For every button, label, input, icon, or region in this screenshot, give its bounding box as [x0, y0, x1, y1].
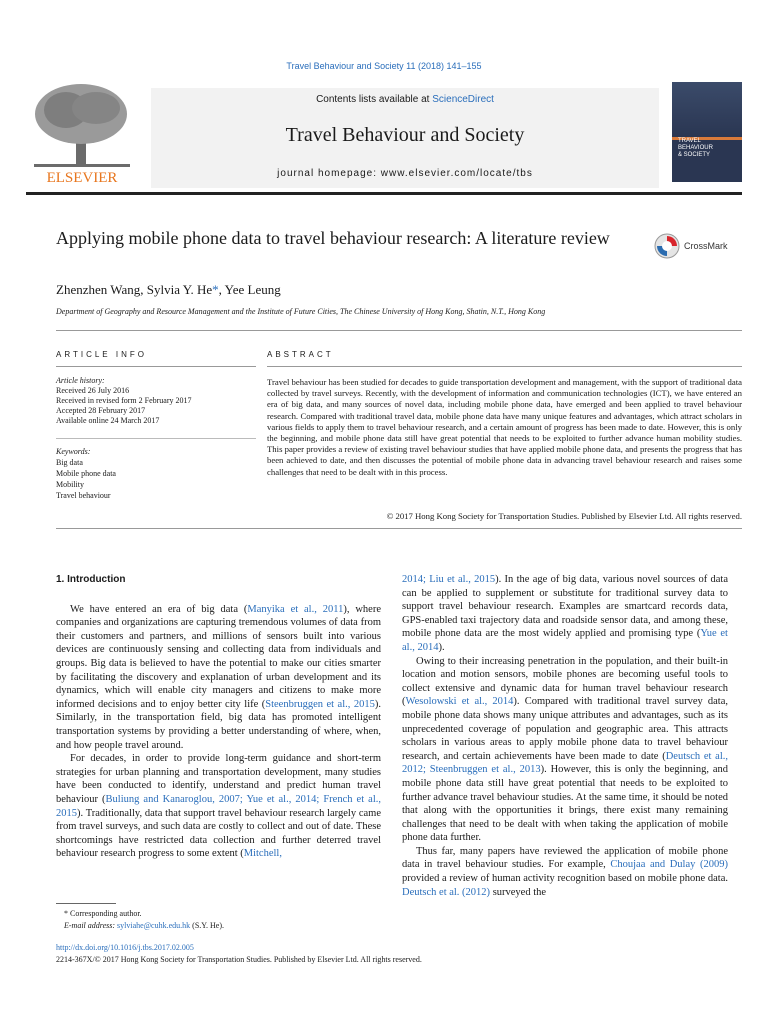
crossmark-badge[interactable]	[654, 233, 728, 259]
citation-link[interactable]: Deutsch et al. (2012)	[402, 886, 491, 898]
footnote	[56, 908, 224, 932]
author-list	[56, 282, 281, 298]
footnote-mark: *	[64, 909, 68, 918]
affiliation: Department of Geography and Resource Management and the Institute of Future Cities, The Chinese University of Hong Kong, Shatin, N.T., Hong Kong	[56, 307, 546, 316]
text-run: provided a review of human activity recognition based on mobile phone data.	[402, 873, 728, 885]
citation-link[interactable]: Mitchell,	[243, 848, 282, 860]
doi-block	[56, 942, 422, 966]
article-info-heading: ARTICLE INFO	[56, 350, 147, 359]
footnote-label: Corresponding author.	[68, 909, 142, 918]
paragraph	[402, 655, 728, 845]
history-item: Received 26 July 2016	[56, 386, 130, 395]
citation-link[interactable]: Yue et al., 2014	[402, 628, 728, 653]
citation-link[interactable]: Steenbruggen et al., 2015	[265, 698, 375, 710]
text-run: For decades, in order to provide long-term guidance and short-term strategies for urban planning and transportation development, many studies have been conducted to identify, understand and predict human travel behaviour (	[56, 753, 381, 805]
keyword: Mobile phone data	[56, 469, 116, 478]
keywords	[56, 446, 256, 501]
abstract-text: Travel behaviour has been studied for decades to guide transportation development and management, with the support of traditional data collected by travel surveys. Recently, with the development of information and communication technologies (ICT), we have entered an era of big data, and many sources of novel data, including mobile phone data, have emerged and been applied to travel behaviour research. Compared with traditional travel data, mobile phone data have many unique features and advantages, which attract scholars in various fields to apply them to travel behaviour research, and a certain amount of progress has been made to date. However, this is only the beginning, and mobile phone data still have great potential that needs to be exploited to further advance human mobility studies. This paper provides a review of existing travel behaviour studies that have applied mobile phone data, and presents the progress that has been achieved to date, and then discusses the potential of mobile phone data in advancing travel behaviour research and raises some challenges that need to be dealt with in this process.	[267, 377, 742, 477]
citation-link[interactable]: 2014; Liu et al., 2015	[402, 574, 496, 585]
journal-title: Travel Behaviour and Society	[285, 124, 525, 146]
corresponding-author-mark[interactable]: *	[212, 282, 219, 297]
contents-line	[151, 94, 659, 105]
text-run: ), where companies and organizations are capturing tremendous volumes of data from their customers and partners, and millions of sensors built into various devices are continuously sensing and collecting data from individuals and groups. Big data is believed to have the potential to make our cities smarter by facilitating the discovery and explanation of urban development and its dynamics, which will enable city managers and citizens to make more informed decisions and to enjoy better city life (	[56, 603, 381, 710]
elsevier-wordmark: ELSEVIER	[46, 170, 118, 186]
paragraph	[56, 603, 381, 753]
paragraph	[402, 845, 728, 899]
keyword: Travel behaviour	[56, 491, 111, 500]
footnote-rule	[56, 903, 116, 904]
authors-names: Zhenzhen Wang, Sylvia Y. He	[56, 282, 213, 297]
contents-prefix: Contents lists available at	[316, 94, 433, 105]
sciencedirect-link[interactable]: ScienceDirect	[432, 94, 494, 105]
citation-link[interactable]: Choujaa and Dulay (2009)	[610, 859, 728, 871]
text-run: surveyed the	[490, 886, 547, 898]
paragraph	[402, 573, 728, 655]
abstract-copyright: © 2017 Hong Kong Society for Transportation Studies. Published by Elsevier Ltd. All rights reserved.	[386, 511, 742, 521]
citation-link[interactable]: Wesolowski et al., 2014	[405, 696, 514, 708]
keyword: Big data	[56, 458, 83, 467]
body-column-right	[402, 573, 728, 899]
journal-masthead	[26, 80, 742, 188]
divider	[56, 330, 742, 331]
text-run: Thus far, many papers have reviewed the application of mobile phone data in travel behaviour studies. For example,	[402, 845, 728, 871]
elsevier-tree-icon	[26, 80, 138, 188]
text-run: Owing to their increasing penetration in the population, and their built-in location and motion sensors, mobile phones are becoming useful tools to collect extensive and dynamic data for human travel behaviour research (	[402, 655, 728, 708]
history-label: Article history:	[56, 376, 105, 385]
text-run: ).	[438, 641, 445, 653]
history-item: Accepted 28 February 2017	[56, 406, 146, 415]
homepage-prefix: journal homepage:	[277, 168, 381, 179]
abstract-heading: ABSTRACT	[267, 350, 334, 359]
text-run: ). Compared with traditional travel survey data, mobile phone data shows many unique attributes and advantages, such as its unprecedented coverage of population and geographic area. This attracts scholars in various areas to apply mobile phone data to travel behaviour research, and certain achievements have been made to date (	[402, 696, 728, 762]
text-run: ). However, this is only the beginning, and mobile phone data still have great potential that needs to be exploited to further advance travel behaviour studies. At the same time, it should be noted that along with the opportunities it brings, there exist many remaining challenges that need to be dealt with when taking the application of mobile phone data further.	[402, 764, 728, 844]
paragraph	[56, 752, 381, 861]
crossmark-icon	[654, 233, 680, 259]
authors-names: , Yee Leung	[218, 282, 281, 297]
section-heading: 1. Introduction	[56, 574, 126, 585]
header-rule	[26, 192, 742, 195]
journal-cover[interactable]	[672, 82, 742, 182]
text-run: ). In the age of big data, various novel sources of data can be applied to supplement or substitute for traditional survey data to support travel behaviour research. Examples are smartcard records data, GPS-enabled taxi trajectory data and roadside sensor data, and among these, mobile phone data are the most widely applied and promising type (	[402, 574, 728, 640]
keyword: Mobility	[56, 480, 85, 489]
email-label: E-mail address:	[64, 921, 118, 930]
cover-title	[678, 138, 713, 159]
header-band	[151, 88, 659, 188]
cover-title-line: TRAVEL	[678, 138, 701, 144]
homepage-line	[151, 168, 659, 179]
homepage-link[interactable]: www.elsevier.com/locate/tbs	[380, 168, 533, 179]
text-run: We have entered an era of big data (	[70, 603, 248, 615]
running-head[interactable]: Travel Behaviour and Society 11 (2018) 141–155	[286, 61, 482, 71]
article-title: Applying mobile phone data to travel behaviour research: A literature review	[56, 228, 610, 248]
divider	[56, 366, 256, 367]
email-note	[56, 920, 224, 932]
body-column-left	[56, 573, 381, 861]
keywords-label: Keywords:	[56, 447, 91, 456]
crossmark-label: CrossMark	[684, 241, 728, 251]
elsevier-logo	[26, 80, 138, 188]
article-history	[56, 376, 256, 426]
divider	[56, 438, 256, 439]
citation-link[interactable]: Manyika et al., 2011	[247, 603, 344, 615]
text-run: ). Similarly, in the transportation field, big data has promoted intelligent transportation systems by providing a better understanding of where, when, and how people travel around.	[56, 698, 381, 751]
cover-title-line: & SOCIETY	[678, 152, 711, 158]
history-item: Received in revised form 2 February 2017	[56, 396, 192, 405]
citation-link[interactable]: Buliung and Kanaroglou, 2007; Yue et al., 2014; French et al., 2015	[56, 793, 382, 819]
citation-link[interactable]: Deutsch et al., 2012; Steenbruggen et al., 2013	[402, 750, 729, 776]
email-suffix: (S.Y. He).	[190, 921, 225, 930]
email-link[interactable]: sylviahe@cuhk.edu.hk	[117, 921, 191, 930]
corresponding-author-note	[56, 908, 224, 920]
cover-title-line: BEHAVIOUR	[678, 145, 713, 151]
text-run: ). Traditionally, data that support travel behaviour research largely came from travel surveys, and such data are costly to collect and out of date. These shortcomings have restricted data collection and further deterred travel behaviour research progress to some extent (	[56, 807, 381, 860]
divider	[267, 366, 742, 367]
doi-link[interactable]: http://dx.doi.org/10.1016/j.tbs.2017.02.005	[56, 943, 194, 952]
divider	[56, 528, 742, 529]
history-item: Available online 24 March 2017	[56, 416, 160, 425]
issn-line: 2214-367X/© 2017 Hong Kong Society for Transportation Studies. Published by Elsevier Ltd. All rights reserved.	[56, 955, 422, 964]
